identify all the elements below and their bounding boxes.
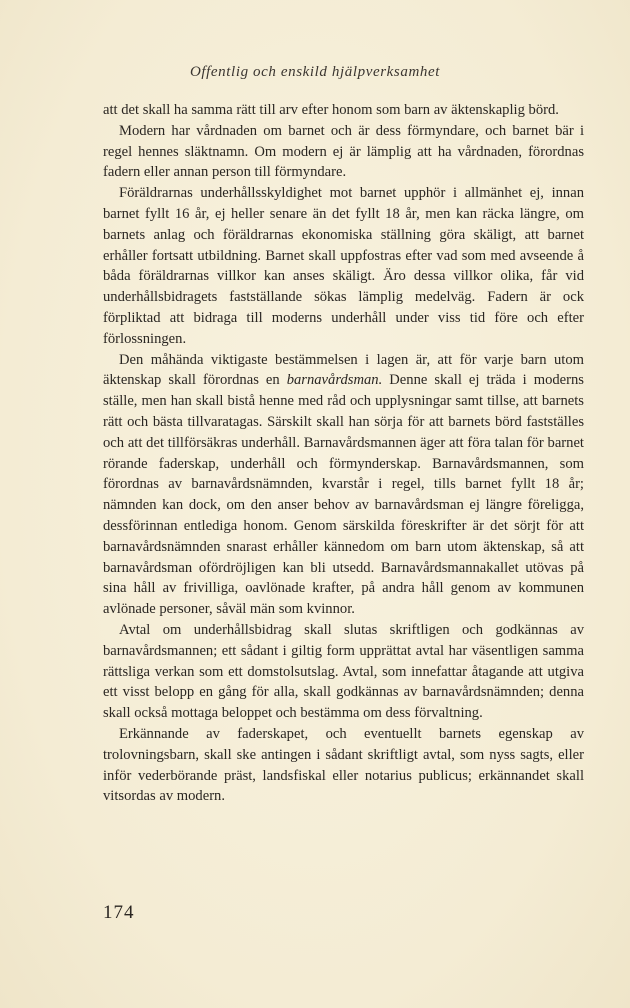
- paragraph-4-after: Denne skall ej träda i moderns ställe, men han skall bistå henne med råd och upplysningar samt tillse, att barnets rätt och bästa tillvaratagas. Särskilt skall han sörja för att barnets börd fastställes och att det tillförsäkras underhåll. Barnavårdsmannen äger att föra talan för barnet rörande faderskap, underhåll och förmynderskap. Barnavårdsmannen, som förordnas av barnavårdsnämnden, kvarstår i regel, tills barnet fyllt 18 år; nämnden kan dock, om den anser behov av barnavårdsman ej längre föreligga, dessförinnan entlediga honom. Genom särskilda föreskrifter är det sörjt för att barnavårdsnämnden snarast erhåller kännedom om barn utom äktenskap, så att barnavårdsman ofördröjligen kan bli utsedd. Barnavårdsmannakallet utövas på sina håll av frivilliga, oavlönade krafter, på andra håll genom av kommunen avlönade personer, såväl män som kvinnor.: [103, 372, 584, 618]
- paragraph-4: [103, 350, 584, 620]
- paragraph-3: Föräldrarnas underhållsskyldighet mot barnet upphör i allmänhet ej, innan barnet fyllt 16 år, ej heller senare än det fyllt 18 år, men kan räcka längre, om barnets anlag och föräldrarnas ekonomiska ställning göra skäligt, att barnet erhåller fortsatt utbildning. Barnet skall uppfostras efter vad som med avseende å båda föräldrarnas villkor kan anses skäligt. Äro dessa villkor olika, får vid underhållsbidragets fastställande sökas lämplig medelväg. Fadern är ock förpliktad att bidraga till moderns underhåll under viss tid före och efter förlossningen.: [103, 185, 584, 347]
- running-head: Offentlig och enskild hjälpverksamhet: [189, 64, 441, 80]
- page-number: 174: [103, 902, 135, 923]
- emphasized-term: barnavårdsman.: [286, 372, 383, 389]
- paragraph-5: Avtal om underhållsbidrag skall slutas skriftligen och godkännas av barnavårdsmannen; ett sådant i giltig form upprättat avtal har väsentligen samma rättsliga verkan som ett domstolsutslag. Avtal, som innefattar åtagande att utgiva ett visst belopp en gång för alla, skall godkännas av barnavårdsnämnden; denna skall också mottaga beloppet och bestämma om dess förvaltning.: [103, 621, 584, 722]
- paragraph-2: Modern har vårdnaden om barnet och är dess förmyndare, och barnet bär i regel hennes släktnamn. Om modern ej är lämplig att ha vårdnaden, förordnas fadern eller annan person till förmyndare.: [103, 122, 584, 181]
- paragraph-1: att det skall ha samma rätt till arv efter honom som barn av äktenskaplig börd.: [103, 102, 559, 118]
- paragraph-4-before: Den måhända viktigaste bestämmelsen i lagen är, att för varje barn utom äktenskap skall förordnas en: [103, 351, 584, 389]
- body-text: [103, 100, 584, 807]
- paragraph-6: Erkännande av faderskapet, och eventuellt barnets egenskap av trolovningsbarn, skall ske antingen i sådant skriftligt avtal, som nyss sagts, eller inför vederbörande präst, landsfiskal eller notarius publicus; erkännandet skall vitsordas av modern.: [103, 725, 584, 805]
